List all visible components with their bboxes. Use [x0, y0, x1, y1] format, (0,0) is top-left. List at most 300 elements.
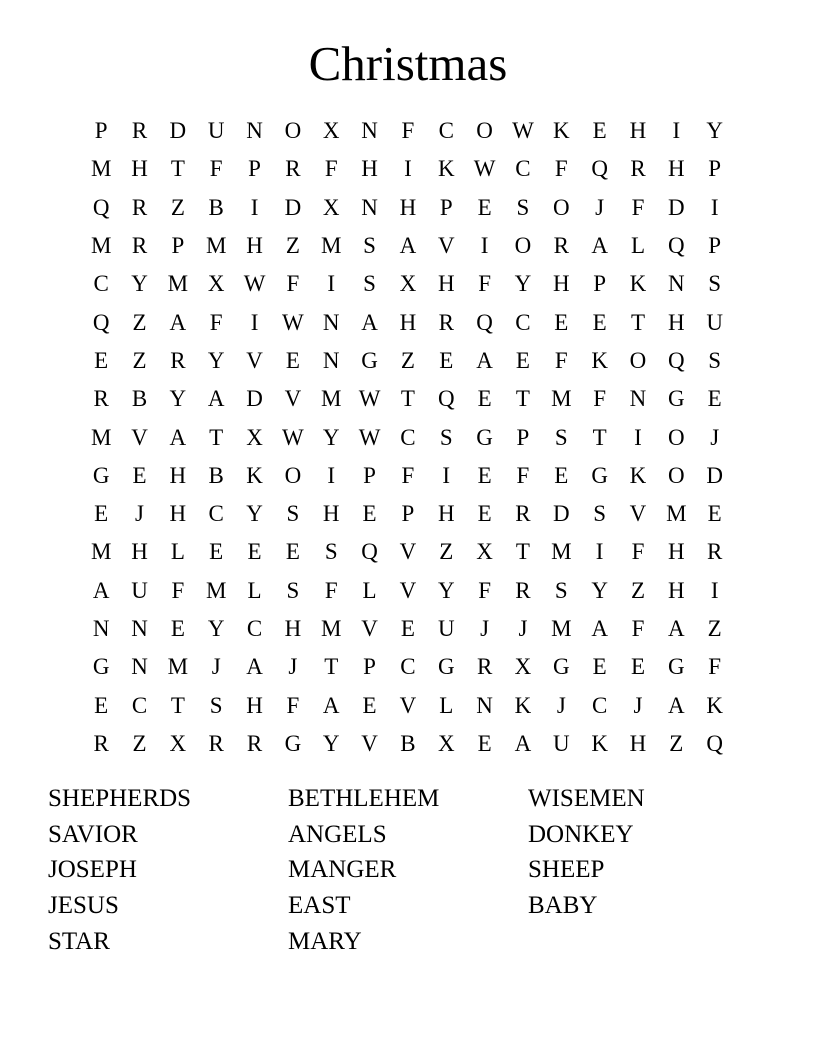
- grid-letter: T: [324, 654, 339, 680]
- grid-letter: S: [708, 347, 722, 373]
- grid-letter: R: [707, 539, 723, 565]
- grid-letter: S: [516, 194, 530, 220]
- word-list-item: BETHLEHEM: [288, 784, 440, 812]
- grid-letter: T: [170, 692, 185, 718]
- grid-letter: G: [552, 654, 570, 680]
- grid-row: [82, 610, 734, 648]
- grid-letter: W: [473, 156, 496, 182]
- grid-letter: H: [361, 156, 378, 182]
- grid-letter: P: [171, 233, 185, 259]
- grid-letter: H: [552, 271, 570, 297]
- grid-letter: X: [514, 654, 532, 680]
- grid-letter: G: [92, 462, 110, 488]
- grid-letter: J: [556, 692, 566, 718]
- grid-letter: K: [591, 347, 608, 373]
- grid-letter: M: [90, 156, 112, 182]
- grid-letter: C: [591, 692, 608, 718]
- grid-letter: A: [92, 577, 110, 603]
- grid-letter: C: [400, 654, 416, 680]
- word-list-item: SAVIOR: [48, 820, 138, 848]
- grid-letter: H: [131, 156, 148, 182]
- grid-letter: A: [207, 386, 225, 412]
- grid-letter: P: [439, 194, 453, 220]
- grid-letter: G: [92, 654, 110, 680]
- grid-letter: R: [553, 233, 569, 259]
- grid-row: [82, 533, 734, 571]
- grid-letter: C: [438, 118, 454, 144]
- grid-letter: O: [668, 462, 685, 488]
- grid-letter: M: [167, 654, 189, 680]
- grid-letter: J: [135, 501, 144, 527]
- grid-letter: Z: [132, 309, 147, 335]
- grid-letter: F: [554, 347, 568, 373]
- grid-letter: D: [706, 462, 723, 488]
- grid-letter: Q: [591, 156, 608, 182]
- grid-letter: G: [476, 424, 493, 450]
- grid-letter: X: [322, 118, 340, 144]
- grid-letter: E: [630, 654, 646, 680]
- grid-letter: H: [246, 233, 263, 259]
- grid-letter: B: [131, 386, 148, 412]
- grid-letter: F: [171, 577, 185, 603]
- grid-letter: Z: [285, 233, 300, 259]
- grid-letter: G: [668, 386, 685, 412]
- word-list-item: SHEPHERDS: [48, 784, 192, 812]
- grid-letter: F: [324, 156, 338, 182]
- grid-letter: J: [211, 654, 221, 680]
- grid-letter: Y: [207, 347, 225, 373]
- grid-letter: P: [248, 156, 261, 182]
- word-list-row: [48, 924, 768, 960]
- grid-letter: R: [515, 501, 531, 527]
- grid-letter: E: [209, 539, 224, 565]
- grid-letter: N: [476, 692, 493, 718]
- grid-letter: Y: [437, 577, 455, 603]
- grid-letter: F: [209, 156, 223, 182]
- grid-letter: S: [593, 501, 607, 527]
- grid-letter: M: [90, 233, 112, 259]
- grid-letter: G: [668, 654, 685, 680]
- grid-letter: Q: [476, 309, 493, 335]
- grid-letter: E: [515, 347, 530, 373]
- grid-letter: O: [284, 118, 302, 144]
- grid-letter: O: [552, 194, 570, 220]
- grid-letter: I: [634, 424, 642, 450]
- grid-letter: F: [554, 156, 568, 182]
- grid-letter: Z: [132, 347, 147, 373]
- word-list-item: MARY: [288, 927, 362, 955]
- grid-letter: Q: [92, 194, 110, 220]
- grid-letter: M: [666, 501, 687, 527]
- grid-letter: V: [361, 616, 378, 641]
- grid-letter: E: [554, 462, 569, 488]
- grid-letter: R: [438, 309, 454, 335]
- grid-letter: N: [361, 118, 378, 144]
- grid-letter: Y: [207, 616, 225, 641]
- grid-letter: Y: [514, 271, 532, 297]
- grid-row: [82, 150, 734, 188]
- grid-letter: I: [404, 156, 412, 182]
- grid-letter: W: [512, 118, 534, 144]
- grid-letter: R: [630, 156, 646, 182]
- grid-letter: A: [246, 654, 263, 680]
- grid-letter: Z: [630, 577, 646, 603]
- grid-letter: L: [630, 233, 646, 259]
- grid-letter: C: [515, 309, 531, 335]
- grid-letter: E: [477, 386, 492, 412]
- grid-row: [82, 303, 734, 341]
- grid-letter: E: [94, 347, 109, 373]
- grid-letter: D: [552, 501, 570, 527]
- grid-letter: N: [131, 616, 148, 641]
- grid-letter: X: [246, 424, 263, 450]
- grid-letter: I: [672, 118, 681, 144]
- grid-letter: M: [90, 424, 112, 450]
- grid-letter: B: [400, 730, 416, 756]
- grid-letter: E: [285, 539, 300, 565]
- grid-letter: G: [361, 347, 378, 373]
- grid-letter: M: [551, 616, 572, 641]
- grid-letter: K: [629, 462, 647, 488]
- grid-letter: P: [516, 424, 530, 450]
- word-list-item: STAR: [48, 927, 110, 955]
- grid-letter: A: [476, 347, 493, 373]
- grid-letter: R: [93, 386, 109, 412]
- grid-letter: U: [437, 616, 455, 641]
- grid-letter: C: [131, 692, 148, 718]
- grid-letter: D: [284, 194, 302, 220]
- grid-row: [82, 648, 734, 686]
- grid-letter: J: [518, 616, 528, 641]
- grid-letter: V: [629, 501, 647, 527]
- grid-letter: A: [514, 730, 532, 756]
- grid-letter: I: [327, 271, 336, 297]
- grid-letter: E: [477, 194, 492, 220]
- grid-letter: H: [437, 271, 455, 297]
- grid-letter: F: [209, 309, 223, 335]
- grid-letter: H: [169, 501, 187, 527]
- grid-letter: I: [710, 577, 719, 603]
- word-list-item: ANGELS: [288, 820, 387, 848]
- grid-letter: B: [208, 462, 224, 488]
- grid-letter: S: [324, 539, 338, 565]
- grid-letter: E: [362, 692, 377, 718]
- grid-letter: K: [629, 271, 647, 297]
- grid-letter: I: [442, 462, 451, 488]
- grid-letter: R: [170, 347, 186, 373]
- grid-letter: S: [286, 577, 300, 603]
- grid-row: [82, 572, 734, 610]
- word-list-item: SHEEP: [528, 856, 605, 884]
- grid-letter: K: [591, 730, 608, 756]
- grid-letter: K: [437, 156, 455, 182]
- grid-letter: A: [591, 233, 608, 259]
- grid-letter: S: [286, 501, 300, 527]
- grid-letter: E: [439, 347, 454, 373]
- grid-letter: E: [94, 501, 109, 527]
- grid-row: [82, 725, 734, 763]
- word-list-row: [48, 781, 768, 817]
- word-list-item: EAST: [288, 891, 351, 919]
- grid-letter: E: [170, 616, 185, 641]
- grid-letter: V: [284, 386, 302, 412]
- grid-letter: H: [668, 156, 685, 182]
- grid-letter: Y: [246, 501, 263, 527]
- grid-letter: H: [284, 616, 302, 641]
- grid-letter: F: [286, 271, 300, 297]
- grid-letter: M: [551, 539, 572, 565]
- grid-letter: M: [205, 233, 227, 259]
- grid-letter: Q: [92, 309, 110, 335]
- grid-letter: P: [401, 501, 415, 527]
- grid-letter: X: [399, 271, 417, 297]
- grid-letter: K: [552, 118, 570, 144]
- grid-letter: J: [710, 424, 720, 450]
- grid-letter: C: [93, 271, 109, 297]
- word-list-item: WISEMEN: [528, 784, 645, 812]
- grid-letter: Y: [706, 118, 723, 144]
- grid-letter: G: [437, 654, 455, 680]
- grid-letter: F: [708, 654, 722, 680]
- grid-row: [82, 686, 734, 724]
- word-list-item: MANGER: [288, 856, 397, 884]
- grid-letter: E: [707, 386, 722, 412]
- grid-letter: I: [327, 462, 336, 488]
- grid-letter: S: [554, 577, 568, 603]
- grid-letter: P: [593, 271, 607, 297]
- grid-letter: J: [595, 194, 605, 220]
- grid-letter: S: [554, 424, 568, 450]
- grid-letter: O: [476, 118, 493, 144]
- grid-letter: W: [243, 271, 266, 297]
- grid-letter: I: [250, 309, 259, 335]
- grid-letter: G: [591, 462, 608, 488]
- grid-row: [82, 380, 734, 418]
- grid-letter: S: [209, 692, 223, 718]
- word-list-row: [48, 888, 768, 924]
- grid-letter: X: [207, 271, 225, 297]
- grid-letter: M: [167, 271, 189, 297]
- grid-letter: U: [131, 577, 148, 603]
- word-list-row: [48, 817, 768, 853]
- grid-row: [82, 342, 734, 380]
- grid-row: [82, 112, 734, 150]
- grid-letter: T: [630, 309, 646, 335]
- grid-letter: P: [363, 462, 376, 488]
- page-title: Christmas: [308, 36, 508, 91]
- word-list-item: JOSEPH: [48, 856, 137, 884]
- grid-letter: M: [321, 233, 342, 259]
- grid-letter: H: [399, 194, 417, 220]
- grid-letter: F: [401, 118, 415, 144]
- grid-letter: C: [400, 424, 416, 450]
- grid-letter: F: [478, 271, 491, 297]
- grid-letter: R: [208, 730, 224, 756]
- grid-letter: O: [514, 233, 532, 259]
- grid-letter: Z: [669, 730, 684, 756]
- grid-letter: W: [282, 424, 304, 450]
- grid-row: [82, 418, 734, 456]
- grid-letter: E: [132, 462, 147, 488]
- grid-letter: U: [207, 118, 225, 144]
- grid-letter: N: [322, 309, 340, 335]
- grid-letter: E: [554, 309, 569, 335]
- grid-letter: Z: [132, 730, 147, 756]
- grid-letter: P: [708, 233, 722, 259]
- word-list-row: [48, 852, 768, 888]
- grid-letter: N: [361, 194, 378, 220]
- grid-letter: W: [358, 386, 381, 412]
- grid-letter: Y: [322, 424, 340, 450]
- grid-letter: V: [399, 539, 417, 565]
- grid-row: [82, 265, 734, 303]
- grid-letter: J: [288, 654, 298, 680]
- grid-letter: E: [477, 462, 492, 488]
- grid-letter: K: [706, 692, 723, 718]
- grid-letter: M: [321, 386, 342, 412]
- grid-letter: C: [515, 156, 531, 182]
- grid-letter: H: [629, 730, 647, 756]
- grid-letter: T: [170, 156, 185, 182]
- grid-letter: N: [322, 347, 340, 373]
- grid-letter: Z: [439, 539, 454, 565]
- letter-grid: [82, 112, 734, 763]
- grid-letter: L: [362, 577, 377, 603]
- grid-letter: P: [363, 654, 376, 680]
- grid-letter: E: [285, 347, 300, 373]
- grid-letter: F: [631, 194, 645, 220]
- grid-letter: A: [322, 692, 340, 718]
- grid-letter: R: [93, 730, 109, 756]
- grid-letter: V: [399, 577, 417, 603]
- grid-letter: R: [285, 156, 301, 182]
- grid-letter: H: [322, 501, 340, 527]
- grid-letter: I: [250, 194, 259, 220]
- grid-letter: F: [593, 386, 607, 412]
- grid-letter: I: [480, 233, 489, 259]
- grid-letter: L: [170, 539, 185, 565]
- grid-letter: Q: [437, 386, 455, 412]
- grid-letter: T: [515, 539, 530, 565]
- grid-letter: V: [246, 347, 263, 373]
- grid-letter: A: [169, 424, 187, 450]
- grid-letter: T: [209, 424, 224, 450]
- grid-letter: Q: [706, 730, 723, 756]
- grid-letter: R: [131, 194, 148, 220]
- grid-letter: A: [668, 692, 685, 718]
- grid-letter: C: [208, 501, 224, 527]
- grid-letter: R: [131, 118, 148, 144]
- grid-letter: T: [400, 386, 415, 412]
- grid-letter: D: [246, 386, 263, 412]
- grid-letter: Q: [668, 347, 685, 373]
- grid-letter: H: [131, 539, 148, 565]
- grid-letter: K: [246, 462, 263, 488]
- grid-letter: X: [437, 730, 455, 756]
- grid-letter: L: [247, 577, 262, 603]
- grid-letter: Y: [591, 577, 608, 603]
- grid-letter: M: [205, 577, 227, 603]
- grid-letter: R: [246, 730, 263, 756]
- grid-letter: I: [595, 539, 604, 565]
- grid-letter: I: [710, 194, 719, 220]
- grid-letter: V: [437, 233, 455, 259]
- grid-letter: N: [131, 654, 148, 680]
- grid-letter: H: [668, 309, 685, 335]
- grid-letter: E: [94, 692, 109, 718]
- grid-letter: H: [169, 462, 187, 488]
- grid-letter: R: [515, 577, 531, 603]
- grid-letter: Z: [400, 347, 415, 373]
- grid-letter: H: [629, 118, 647, 144]
- grid-letter: F: [286, 692, 300, 718]
- grid-letter: O: [629, 347, 647, 373]
- grid-letter: N: [92, 616, 110, 641]
- grid-letter: X: [322, 194, 340, 220]
- grid-letter: K: [514, 692, 532, 718]
- grid-letter: Y: [169, 386, 187, 412]
- grid-letter: V: [399, 692, 417, 718]
- grid-letter: X: [476, 539, 493, 565]
- grid-row: [82, 457, 734, 495]
- grid-letter: G: [284, 730, 302, 756]
- grid-letter: M: [90, 539, 112, 565]
- grid-letter: S: [708, 271, 722, 297]
- grid-letter: R: [476, 654, 493, 680]
- grid-letter: E: [707, 501, 722, 527]
- grid-letter: D: [668, 194, 685, 220]
- grid-letter: E: [400, 616, 415, 641]
- grid-letter: E: [477, 730, 492, 756]
- grid-letter: T: [592, 424, 607, 450]
- grid-letter: Z: [707, 616, 722, 641]
- grid-letter: U: [706, 309, 723, 335]
- word-list-item: BABY: [528, 891, 598, 919]
- grid-letter: M: [551, 386, 572, 412]
- grid-letter: S: [439, 424, 453, 450]
- grid-letter: X: [169, 730, 187, 756]
- grid-letter: E: [592, 654, 607, 680]
- grid-row: [82, 227, 734, 265]
- grid-letter: J: [633, 692, 643, 718]
- grid-letter: F: [401, 462, 415, 488]
- grid-letter: L: [439, 692, 454, 718]
- grid-letter: V: [131, 424, 148, 450]
- grid-letter: W: [358, 424, 381, 450]
- grid-letter: Z: [170, 194, 185, 220]
- grid-letter: Q: [668, 233, 685, 259]
- word-list: [48, 781, 768, 959]
- grid-letter: H: [668, 577, 685, 603]
- grid-letter: E: [592, 118, 607, 144]
- grid-letter: N: [246, 118, 263, 144]
- grid-letter: F: [516, 462, 530, 488]
- grid-letter: W: [282, 309, 304, 335]
- grid-letter: H: [246, 692, 263, 718]
- grid-letter: A: [591, 616, 608, 641]
- grid-letter: S: [363, 233, 376, 259]
- grid-letter: Y: [131, 271, 148, 297]
- grid-letter: E: [247, 539, 262, 565]
- grid-letter: N: [668, 271, 685, 297]
- grid-letter: F: [631, 616, 645, 641]
- grid-row: [82, 495, 734, 533]
- grid-letter: A: [169, 309, 187, 335]
- grid-letter: P: [94, 118, 108, 144]
- grid-letter: Q: [361, 539, 378, 565]
- grid-letter: B: [208, 194, 224, 220]
- grid-letter: C: [246, 616, 263, 641]
